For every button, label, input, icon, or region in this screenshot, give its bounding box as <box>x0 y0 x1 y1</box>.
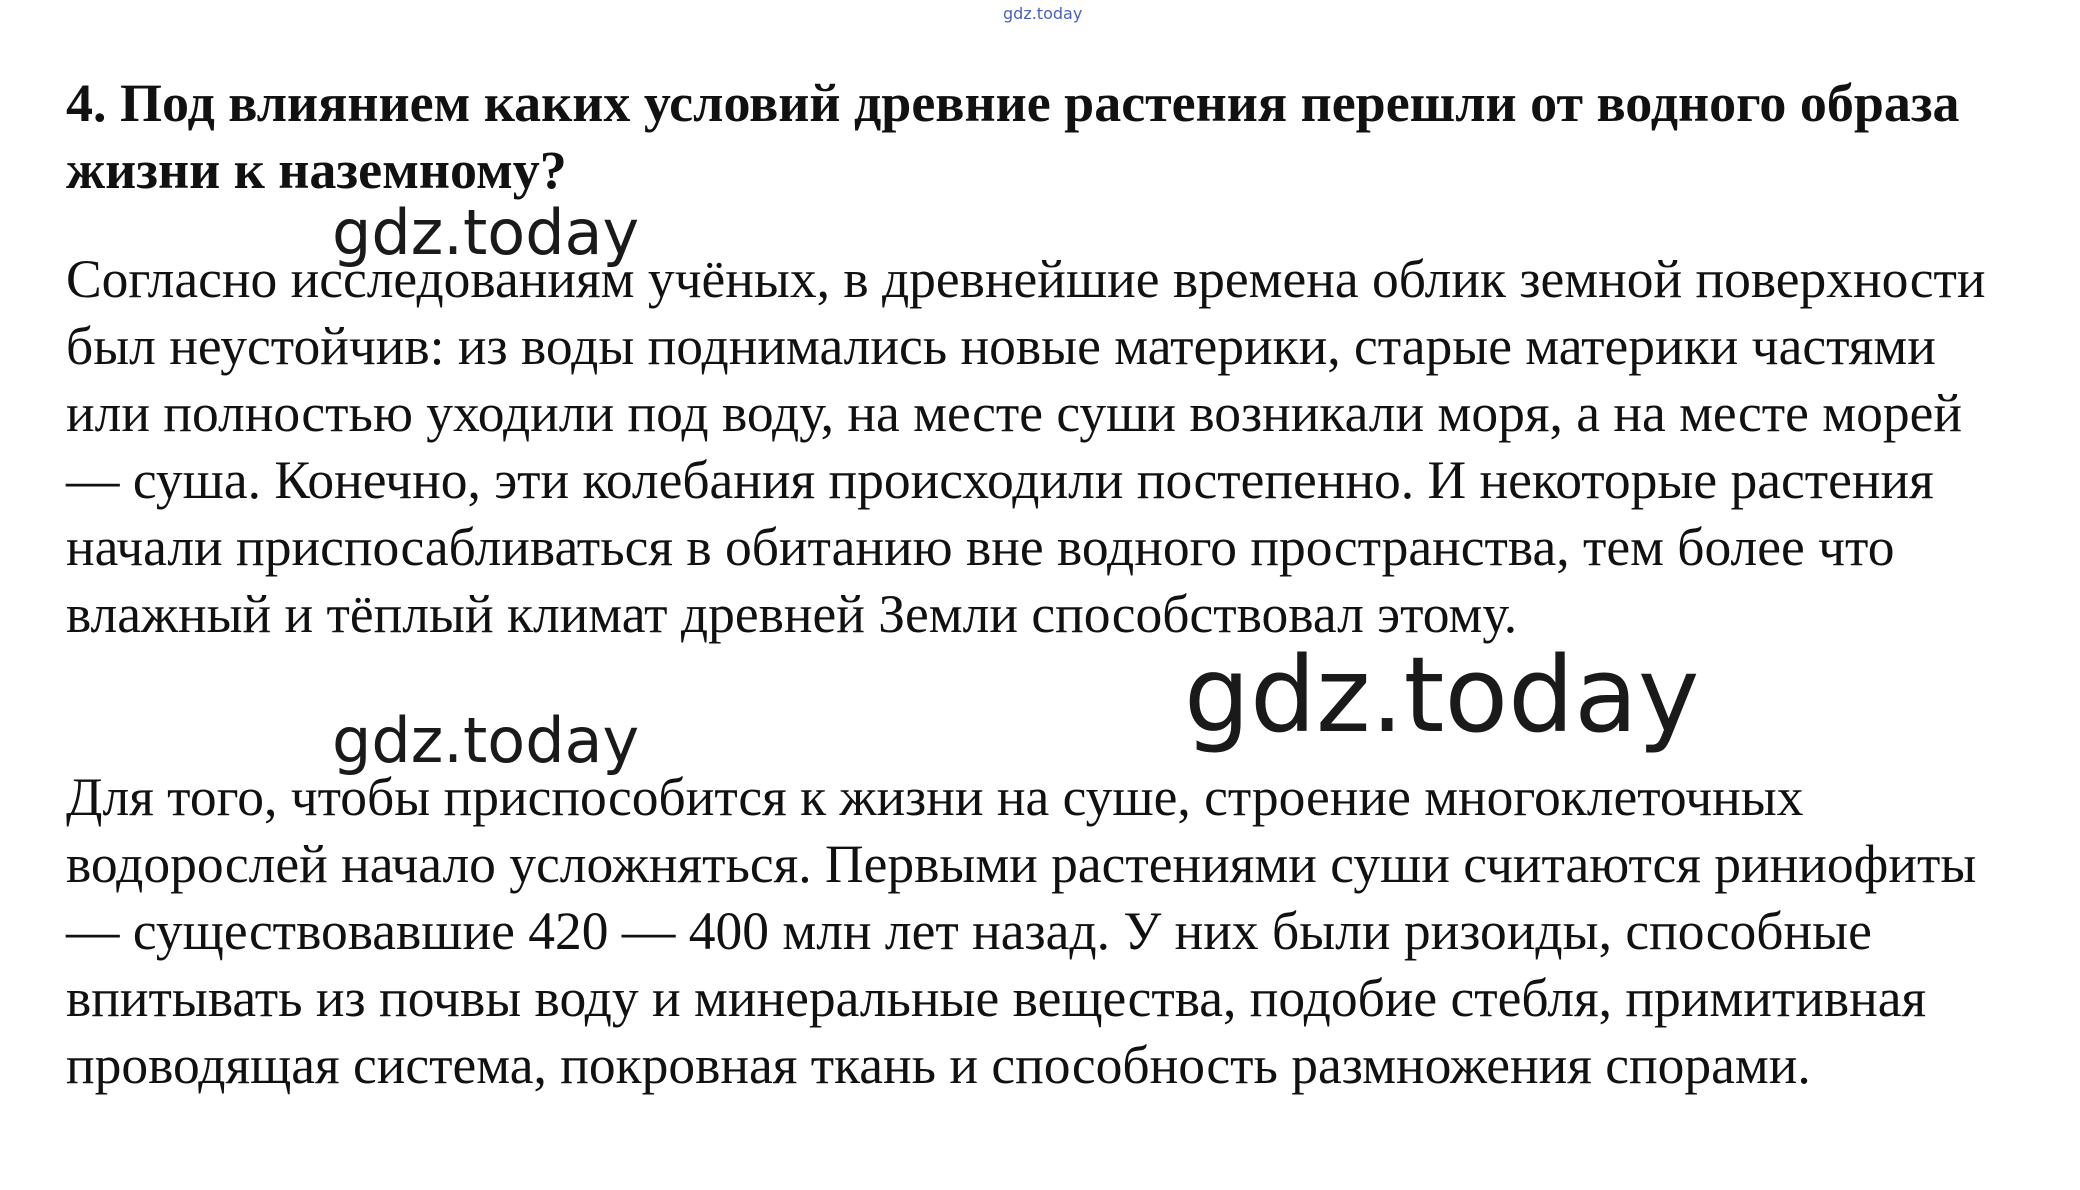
answer-paragraph-2: Для того, чтобы приспособится к жизни на суше, строение многоклеточных водорослей начало усложняться. Первыми растениями суши считаются риниофиты — существовавшие 420 — 400 млн лет назад. У них были ризоиды, способные впитывать из почвы воду и минеральные вещества, подобие стебля, примитивная проводящая система, покровная ткань и способность размножения спорами. <box>66 767 1977 1095</box>
watermark-overlay-large: gdz.today <box>1184 634 1700 756</box>
top-watermark-text: gdz.today <box>1003 4 1083 23</box>
question-heading: 4. Под влиянием каких условий древние растения перешли от водного образа жизни к наземному? <box>66 73 1960 200</box>
watermark-overlay: gdz.today <box>332 196 640 269</box>
watermark-overlay: gdz.today <box>332 704 640 777</box>
answer-paragraph-1: Согласно исследованиям учёных, в древнейшие времена облик земной поверхности был неустойчив: из воды поднимались новые материки, старые материки частями или полностью уходили под воду, на месте суши возникали моря, а на месте морей — суша. Конечно, эти колебания происходили постепенно. И некоторые растения начали приспосабливаться в обитанию вне водного пространства, тем более что влажный и тёплый климат древней Земли способствовал этому. <box>66 249 1986 644</box>
